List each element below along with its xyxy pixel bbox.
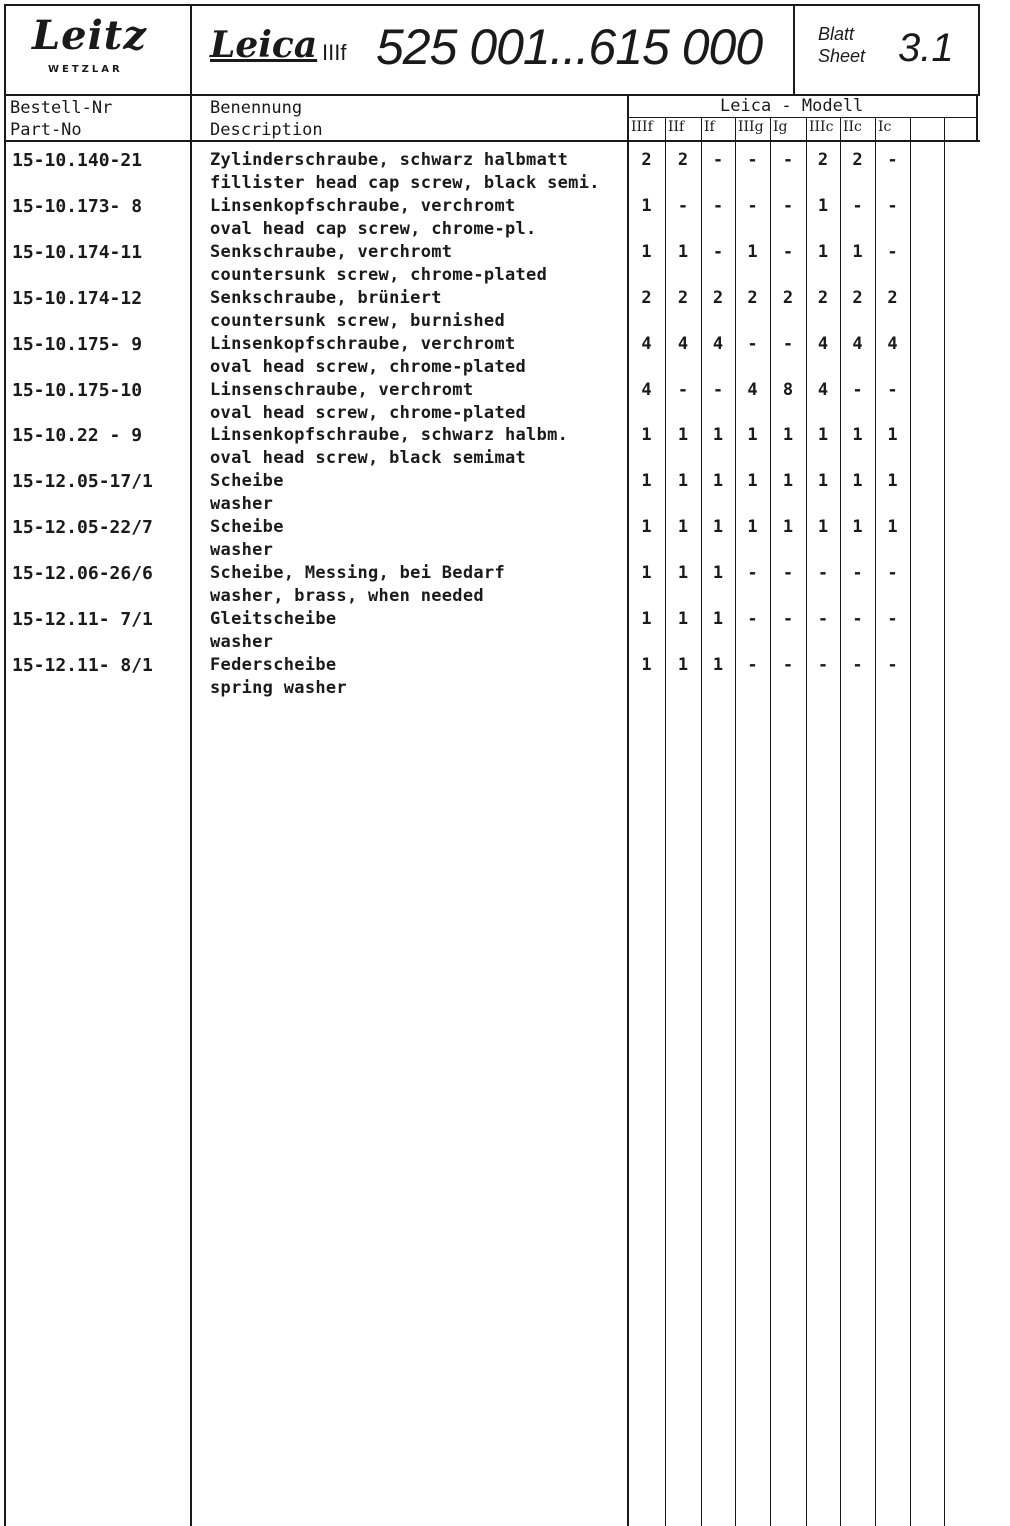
part-number: 15-10.173- 8 <box>12 195 143 217</box>
description-de: Linsenschraube, verchromt <box>210 379 474 400</box>
quantity-cell: - <box>852 609 863 629</box>
description-en: fillister head cap screw, black semi. <box>210 173 600 193</box>
quantity-cell: 1 <box>677 609 689 629</box>
quantity-cell: 1 <box>712 654 724 675</box>
quantity-cell: 4 <box>817 379 829 400</box>
model-header-iiic: IIIc <box>809 119 834 135</box>
quantity-cell: 4 <box>747 379 758 400</box>
quantity-cell: 1 <box>677 654 689 675</box>
quantity-cell: - <box>747 150 758 170</box>
quantity-cell: 2 <box>782 287 794 308</box>
quantity-cell: 1 <box>712 609 724 629</box>
quantity-cell: 1 <box>641 425 652 446</box>
quantity-cell: 4 <box>887 333 898 354</box>
quantity-cell: - <box>887 654 898 675</box>
description-en: washer <box>210 540 274 561</box>
description-de: Senkschraube, verchromt <box>210 241 453 262</box>
part-no-header-en: Part-No <box>10 120 82 140</box>
quantity-cell: 2 <box>712 287 724 308</box>
table-left-border <box>4 94 6 1526</box>
quantity-cell: - <box>677 195 689 216</box>
model-header-ic: Ic <box>878 119 892 135</box>
table-header-bottom-line <box>4 140 980 142</box>
quantity-cell: 2 <box>852 287 863 308</box>
leitz-logo: Leitz <box>32 12 147 59</box>
model-title: IIIf <box>322 40 347 65</box>
quantity-cell: - <box>817 654 829 675</box>
quantity-cell: - <box>677 379 689 400</box>
table-divider-part <box>190 94 192 1526</box>
quantity-cell: 1 <box>641 195 652 216</box>
header-divider-1 <box>190 4 192 96</box>
serial-range: 525 001...615 000 <box>376 19 763 75</box>
model-column-divider <box>944 118 945 1526</box>
quantity-cell: 2 <box>747 287 758 308</box>
quantity-cell: - <box>747 563 758 584</box>
description-header-de: Benennung <box>210 98 303 118</box>
leica-logo: Leica <box>210 24 318 66</box>
quantity-cell: 1 <box>747 517 758 538</box>
quantity-cell: 1 <box>782 425 794 446</box>
part-number: 15-10.22 - 9 <box>12 425 143 447</box>
quantity-cell: 1 <box>852 241 863 262</box>
quantity-cell: 4 <box>641 379 652 400</box>
description-de: Federscheibe <box>210 654 337 675</box>
quantity-cell: 1 <box>852 517 863 538</box>
description-en: washer, brass, when needed <box>210 586 484 607</box>
quantity-cell: 1 <box>712 563 724 584</box>
quantity-cell: 1 <box>677 425 689 446</box>
quantity-cell: 1 <box>747 471 758 492</box>
quantity-cell: - <box>782 195 794 216</box>
description-de: Linsenkopfschraube, verchromt <box>210 195 516 216</box>
quantity-cell: 4 <box>641 333 652 354</box>
quantity-cell: 1 <box>641 654 652 675</box>
quantity-cell: - <box>887 609 898 629</box>
quantity-cell: - <box>852 654 863 675</box>
quantity-cell: - <box>817 563 829 584</box>
model-column-divider <box>665 118 666 1526</box>
quantity-cell: - <box>852 563 863 584</box>
quantity-cell: 1 <box>817 195 829 216</box>
quantity-cell: - <box>782 333 794 354</box>
sheet-label-de: Blatt <box>818 24 855 44</box>
sheet-number: 3.1 <box>898 26 954 70</box>
part-number: 15-10.175- 9 <box>12 333 143 355</box>
description-de: Linsenkopfschraube, verchromt <box>210 333 516 354</box>
part-number: 15-12.11- 7/1 <box>12 609 153 630</box>
quantity-cell: - <box>817 609 829 629</box>
model-header-iiig: IIIg <box>738 119 764 135</box>
quantity-cell: - <box>887 241 898 262</box>
part-number: 15-10.175-10 <box>12 379 143 401</box>
quantity-cell: 1 <box>887 471 898 492</box>
part-number: 15-12.05-22/7 <box>12 517 153 539</box>
quantity-cell: 1 <box>852 425 863 446</box>
description-de: Scheibe <box>210 471 284 492</box>
part-number: 15-12.11- 8/1 <box>12 654 153 676</box>
description-en: washer <box>210 494 274 515</box>
quantity-cell: 2 <box>887 287 898 308</box>
quantity-cell: 1 <box>641 609 652 629</box>
quantity-cell: 1 <box>817 517 829 538</box>
description-de: Linsenkopfschraube, schwarz halbm. <box>210 425 569 446</box>
description-de: Senkschraube, brüniert <box>210 287 442 308</box>
quantity-cell: 2 <box>677 150 689 170</box>
quantity-cell: 2 <box>641 287 652 308</box>
quantity-cell: 4 <box>817 333 829 354</box>
quantity-cell: 4 <box>677 333 689 354</box>
quantity-cell: 1 <box>641 241 652 262</box>
quantity-cell: 1 <box>817 241 829 262</box>
model-column-divider <box>735 118 736 1526</box>
quantity-cell: - <box>852 379 863 400</box>
description-de: Zylinderschraube, schwarz halbmatt <box>210 150 569 170</box>
quantity-cell: 1 <box>677 241 689 262</box>
quantity-cell: 4 <box>852 333 863 354</box>
description-en: oval head screw, chrome-plated <box>210 356 527 377</box>
quantity-cell: - <box>747 609 758 629</box>
description-en: spring washer <box>210 677 347 698</box>
quantity-cell: 1 <box>782 517 794 538</box>
quantity-cell: - <box>712 241 724 262</box>
models-title: Leica - Modell <box>720 96 864 116</box>
models-subheader-line <box>627 117 978 118</box>
model-header-iiif: IIIf <box>631 119 653 135</box>
quantity-cell: 1 <box>747 241 758 262</box>
quantity-cell: 2 <box>817 287 829 308</box>
wetzlar-label: WETZLAR <box>48 64 123 75</box>
part-number: 15-10.174-11 <box>12 241 143 263</box>
quantity-cell: 1 <box>817 471 829 492</box>
model-column-divider <box>701 118 702 1526</box>
quantity-cell: 1 <box>782 471 794 492</box>
quantity-cell: 1 <box>712 471 724 492</box>
part-number: 15-10.140-21 <box>12 150 143 171</box>
model-column-divider <box>840 118 841 1526</box>
model-column-divider <box>770 118 771 1526</box>
quantity-cell: 1 <box>852 471 863 492</box>
quantity-cell: 2 <box>852 150 863 170</box>
quantity-cell: 1 <box>712 425 724 446</box>
description-de: Scheibe <box>210 517 284 538</box>
description-header-en: Description <box>210 120 323 140</box>
part-number: 15-12.05-17/1 <box>12 471 153 493</box>
sheet-label-en: Sheet <box>818 46 866 66</box>
model-header-iic: IIc <box>843 119 862 135</box>
model-header-iif: IIf <box>668 119 685 135</box>
quantity-cell: - <box>887 195 898 216</box>
quantity-cell: 1 <box>712 517 724 538</box>
model-header-if: If <box>704 119 715 135</box>
quantity-cell: - <box>712 150 724 170</box>
part-number: 15-10.174-12 <box>12 287 143 309</box>
quantity-cell: - <box>887 150 898 170</box>
quantity-cell: - <box>782 654 794 675</box>
quantity-cell: 1 <box>677 517 689 538</box>
quantity-cell: 1 <box>887 425 898 446</box>
table-divider-desc <box>627 94 629 1526</box>
part-number: 15-12.06-26/6 <box>12 563 153 585</box>
quantity-cell: 2 <box>641 150 652 170</box>
model-column-divider <box>875 118 876 1526</box>
description-en: countersunk screw, burnished <box>210 310 505 331</box>
quantity-cell: 1 <box>677 563 689 584</box>
description-en: oval head cap screw, chrome-pl. <box>210 218 537 239</box>
quantity-cell: - <box>852 195 863 216</box>
quantity-cell: - <box>887 563 898 584</box>
quantity-cell: 1 <box>817 425 829 446</box>
header-divider-2 <box>793 4 795 96</box>
model-column-divider <box>806 118 807 1526</box>
quantity-cell: 1 <box>677 471 689 492</box>
quantity-cell: - <box>747 654 758 675</box>
quantity-cell: 1 <box>747 425 758 446</box>
description-en: washer <box>210 632 274 652</box>
quantity-cell: - <box>712 195 724 216</box>
quantity-cell: 1 <box>641 563 652 584</box>
quantity-cell: - <box>747 333 758 354</box>
description-de: Scheibe, Messing, bei Bedarf <box>210 563 505 584</box>
quantity-cell: 1 <box>641 471 652 492</box>
model-column-divider <box>910 118 911 1526</box>
quantity-cell: - <box>782 150 794 170</box>
quantity-cell: - <box>782 563 794 584</box>
quantity-cell: - <box>782 241 794 262</box>
quantity-cell: 8 <box>782 379 794 400</box>
quantity-cell: - <box>712 379 724 400</box>
description-en: oval head screw, black semimat <box>210 448 527 469</box>
description-en: oval head screw, chrome-plated <box>210 402 527 423</box>
quantity-cell: 4 <box>712 333 724 354</box>
description-de: Gleitscheibe <box>210 609 337 629</box>
quantity-cell: - <box>887 379 898 400</box>
quantity-cell: 1 <box>887 517 898 538</box>
quantity-cell: 2 <box>677 287 689 308</box>
description-en: countersunk screw, chrome-plated <box>210 264 548 285</box>
quantity-cell: 2 <box>817 150 829 170</box>
quantity-cell: 1 <box>641 517 652 538</box>
quantity-cell: - <box>782 609 794 629</box>
quantity-cell: - <box>747 195 758 216</box>
part-no-header-de: Bestell-Nr <box>10 98 113 118</box>
model-header-ig: Ig <box>773 119 788 135</box>
